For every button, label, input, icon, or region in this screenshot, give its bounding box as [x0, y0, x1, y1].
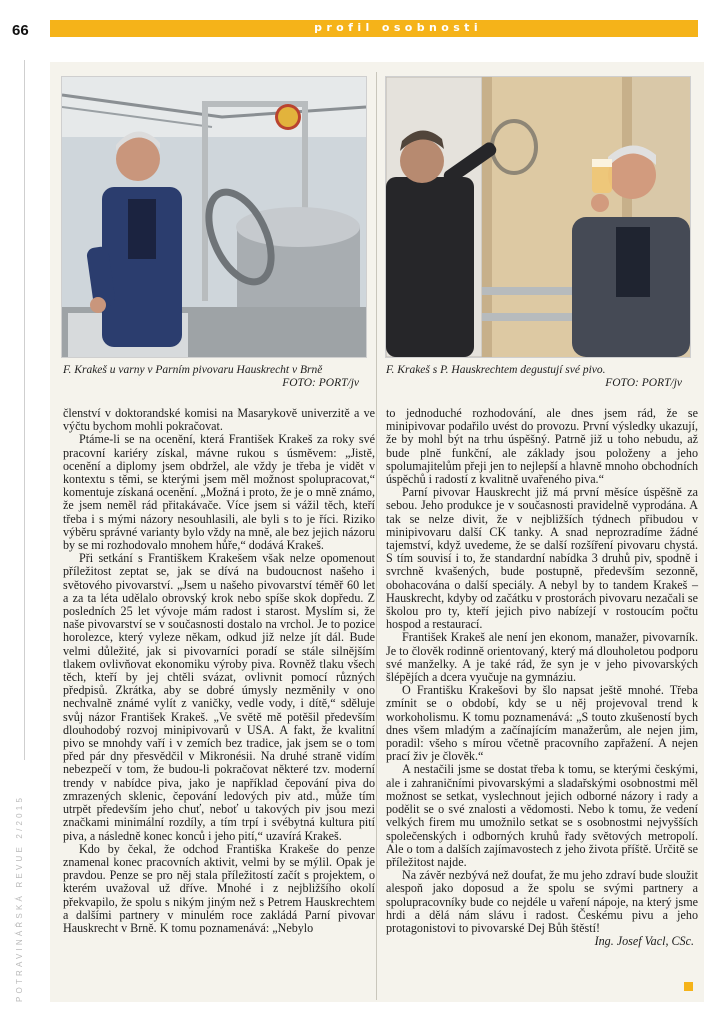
photo-credit: FOTO: PORT/jv [605, 377, 682, 389]
author-signature: Ing. Josef Vacl, CSc. [594, 934, 694, 949]
paragraph: O Františku Krakešovi by šlo napsat ještě mnohé. Třeba zmínit se o období, kdy se u něj projevoval trend k workoholismu. K tomu poznamenává: „S touto zkušeností bych dnes všem mladým a začínajícím manažerům, ale nejen jim, poradil: všeho s mírou včetně pracovního zapřažení. A nejen prací živ je člověk.“ [386, 683, 698, 764]
caption-text: F. Krakeš s P. Hauskrechtem degustují své pivo. [386, 364, 606, 376]
paragraph: A nestačili jsme se dostat třeba k tomu, se kterými českými, ale i zahraničními pivovarskými a sladařskými osobnostmi měl možnost se setkat, vyslechnout jejich odborné názory i rady a podělit se o své znalosti a vědomosti. Nebo k tomu, že vedení velkých firem mu umožnilo setkat se s osobnostmi nejvyšších společenských i odborných kruhů řady světových metropolí. Ale o tom a dalších zajímavostech z jeho života příště. Určitě se příležitost najde. [386, 762, 698, 869]
paragraph: František Krakeš ale není jen ekonom, manažer, pivovarník. Je to člověk rodinně orientovaný, který má dlouholetou podporu své manželky. A je také rád, že syn je v jeho pivovarských šlépějích a dcera vyučuje na gymnáziu. [386, 630, 698, 685]
caption-text: F. Krakeš u varny v Parním pivovaru Hauskrecht v Brně [63, 364, 323, 376]
photo-brewhouse [61, 76, 367, 358]
paragraph: Při setkání s Františkem Krakešem však nelze opomenout příležitost zeptat se, jak se dívá na budoucnost našeho i světového pivovarství. „Jsem u našeho pivovarství téměř 60 let a za ta léta udělalo obrovský krok nebo spíše skok dopředu. Z posledních 25 let vývoje mám radost i starost. Myslím si, že naše pivovarství se v současnosti dostalo na vrchol. Je to pozice horolezce, který vyleze někam, odkud již nelze jít dál. Bude velmi důležité, jak si pivovarníci poradí se stále silnějším tlakem ovlivňovat ekonomiku výroby piva. Rovněž tlaku všech těch, kteří by jej chtěli svázat, ovlivnit pomocí různých předpisů. Zkrátka, aby se dobré úmysly nezměnily v ono nechvalně známé vylít z vaničky, vedle vody, i dítě,“ sděluje svůj názor František Krakeš. „Ve světě mě potěšil především dlouhodobý rozvoj minipivovarů v USA. A fakt, že kvalitní pivo se mnohdy vaří i v zemích bez tradice, jak jsem se o tom před pár dny přesvědčil v Mikronésii. Na druhé straně vidím nebezpečí v tom, že budou-li pokračovat některé tzv. moderní trendy v nabídce piva, jako je například čepování piva do zmrazených sklenic, čepování ledových piv atd., může tím utrpět především jeho chuť, neboť u takových piv jsou mezi značkami minimální rozdíly, a tím trpí i svébytná kultura pití piva, a následně konec konců i jeho pití,“ uzavírá Krakeš. [63, 551, 375, 843]
paragraph: Parní pivovar Hauskrecht již má první měsíce úspěšně za sebou. Jeho produkce je v současnosti pravidelně vyprodána. A tak se nelze divit, že v nejbližších týdnech přibudou v minipivovaru další CK tanky. A snad neprozradíme žádné tajemství, když uvedeme, že se další rozšíření pivovaru chystá. S tím souvisí i to, že standardní nabídka 3 druhů piv, spodně i svrchně kvašených, bude postupně, především sezonně, obohacována o další speciály. A nebyl by to tandem Krakeš – Hauskrecht, kdyby od začátku v prostorách pivovaru nezačali se školou pro ty, kteří jejich pivo nabízejí v rostoucím počtu hospod a restaurací. [386, 485, 698, 632]
article-column-right [386, 407, 698, 948]
photo-tasting [385, 76, 691, 358]
end-mark [684, 982, 693, 991]
photo-caption-1 [63, 364, 363, 390]
paragraph: Ptáme-li se na ocenění, která František Krakeš za roky své pracovní kariéry získal, mávne rukou s úsměvem: „Jistě, ocenění a diplomy jsem obdržel, ale vždy je třeba je vidět v kontextu s těmi, se kterými jsem měl možnost spolupracovat,“ komentuje získaná ocenění. „Možná i proto, že je o mně známo, že jsem neměl rád přitakávače. Více jsem si vážil těch, kteří třeba i s mými názory nesouhlasili, ale byli s to je říci. Riziko výběru správné varianty bylo vždy na mně, ale bez jejich názoru by se mi rozhodovalo mnohem hůře,“ dodává Krakeš. [63, 432, 375, 553]
paragraph: Kdo by čekal, že odchod Františka Krakeše do penze znamenal konec pracovních aktivit, velmi by se mýlil. Opak je pravdou. Penze se pro něj stala příležitostí začít s projektem, o kterém uvažoval už dříve. Mnohé i z nejbližšího okolí překvapilo, že spolu s nikým jiným než s Petrem Hauskrechtem a dalšími partnery v minulém roce zakládá Parní pivovar Hauskrecht v Brně. K tomu poznamenává: „Nebylo [63, 841, 375, 935]
paragraph: Na závěr nezbývá než doufat, že mu jeho zdraví bude sloužit alespoň jako doposud a že spolu se svými partnery a spolupracovníky bude co nejdéle u vaření nápoje, na který jsme hrdi a dělá nám slávu i radost. Českému pivu a jeho protagonistovi to pivovarské Dej Bůh štěstí! [386, 868, 698, 935]
journal-side-label: POTRAVINÁŘSKÁ REVUE 2/2015 [15, 794, 24, 1002]
page-number: 66 [12, 22, 29, 39]
paragraph: to jednoduché rozhodování, ale dnes jsem rád, že se minipivovar podařilo uvést do provozu. První výsledky ukazují, že by mohl být na trhu úspěšný. Patrně již u toho nebudu, až bude plně funkční, ale základy jsou položeny a jeho spolumajitelům přeji jen to nejlepší a hlavně mnoho obchodních úspěchů i radostí z kvalitně uvařeného piva.“ [386, 406, 698, 487]
article-column-left [63, 407, 375, 935]
side-rule [24, 60, 25, 760]
column-divider [376, 72, 377, 1000]
paragraph: členství v doktorandské komisi na Masarykově univerzitě a ve výčtu bychom mohli pokračovat. [63, 406, 375, 434]
photo-caption-2 [386, 364, 686, 390]
photo-credit: FOTO: PORT/jv [282, 377, 359, 389]
section-label: profil osobnosti [314, 21, 482, 34]
section-header-bar [50, 20, 698, 37]
